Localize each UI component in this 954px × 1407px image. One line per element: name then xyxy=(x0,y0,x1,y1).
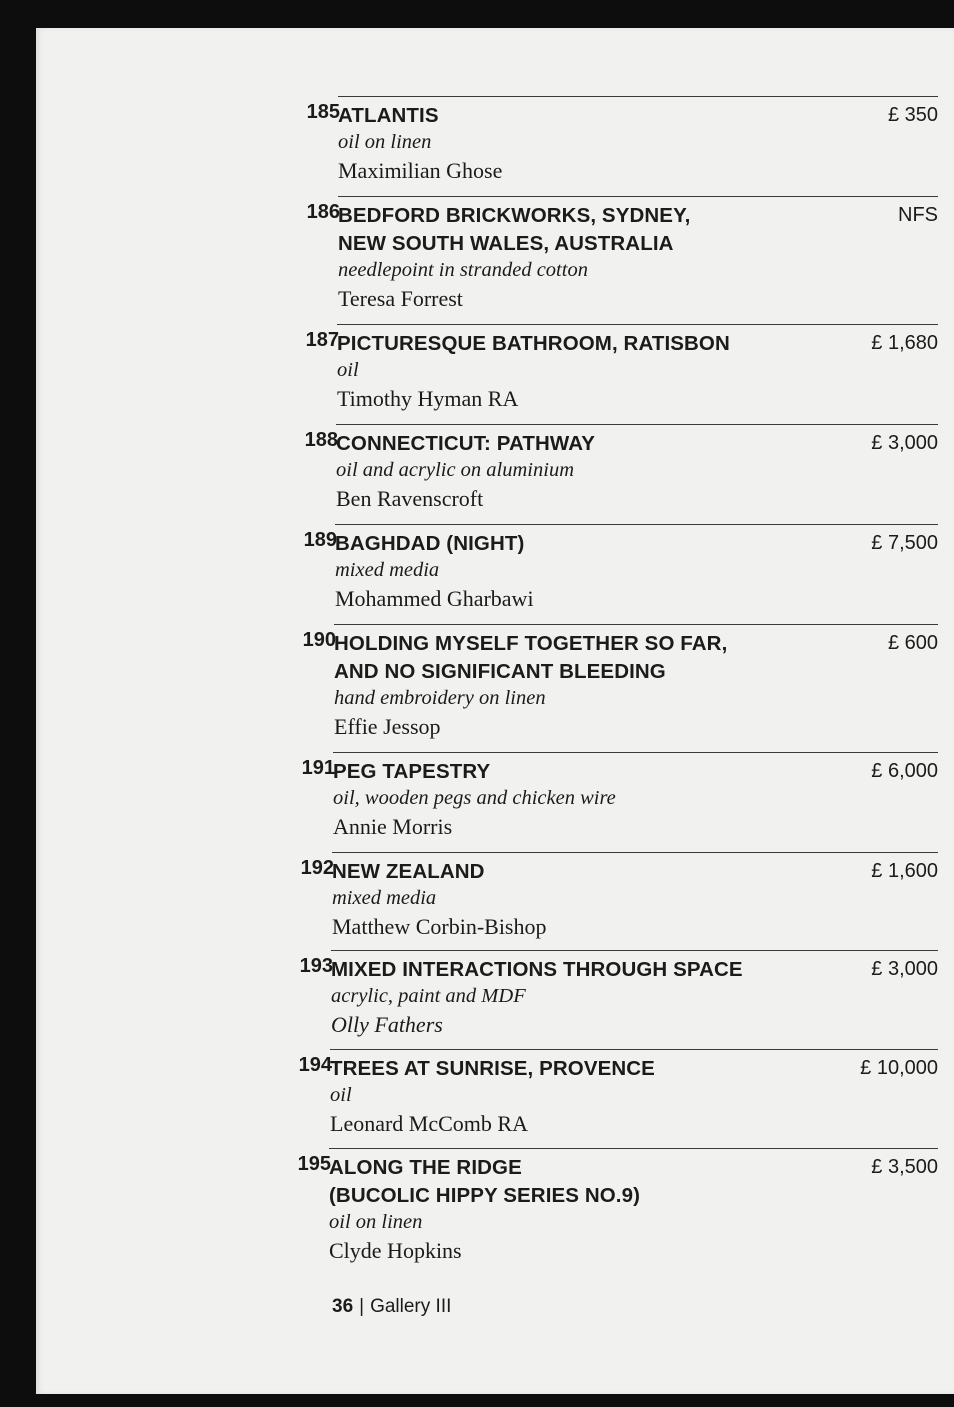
entry-artist: Effie Jessop xyxy=(334,714,441,739)
entry-medium: oil xyxy=(330,1084,352,1106)
entry-medium: oil on linen xyxy=(329,1211,423,1233)
entry-title-line-1: HOLDING MYSELF TOGETHER SO FAR, xyxy=(334,632,728,655)
entry-number: 194 xyxy=(298,1054,332,1076)
entry-number: 193 xyxy=(299,955,333,977)
entry-price: £ 10,000 xyxy=(860,1057,938,1079)
entry-number: 195 xyxy=(297,1153,331,1175)
entry-price: £ 600 xyxy=(887,632,938,654)
entry-number: 191 xyxy=(301,757,335,779)
entry-title: CONNECTICUT: PATHWAY xyxy=(336,432,596,455)
catalogue-entry xyxy=(298,1049,938,1136)
entry-number: 189 xyxy=(303,529,337,551)
entry-medium: oil xyxy=(337,359,359,381)
entry-artist: Matthew Corbin-Bishop xyxy=(332,914,547,939)
entry-title-line-2: (BUCOLIC HIPPY SERIES NO.9) xyxy=(329,1184,641,1207)
entry-title: PICTURESQUE BATHROOM, RATISBON xyxy=(337,332,730,355)
entry-medium: oil and acrylic on aluminium xyxy=(336,459,575,481)
entry-medium: acrylic, paint and MDF xyxy=(331,985,526,1007)
entry-price: NFS xyxy=(898,204,938,226)
catalogue-entry xyxy=(305,324,938,411)
entry-number: 185 xyxy=(306,101,340,123)
entry-artist: Annie Morris xyxy=(333,814,453,839)
entry-artist: Timothy Hyman RA xyxy=(337,386,519,411)
entry-artist: Mohammed Gharbawi xyxy=(335,586,534,611)
entry-number: 192 xyxy=(300,857,334,879)
page-number: 36 xyxy=(332,1296,354,1317)
entry-title: MIXED INTERACTIONS THROUGH SPACE xyxy=(331,958,743,981)
entry-price: £ 350 xyxy=(887,104,938,126)
entry-title: ATLANTIS xyxy=(338,104,439,127)
catalogue-entry xyxy=(306,196,938,311)
entry-artist: Clyde Hopkins xyxy=(329,1238,462,1263)
catalogue-entry xyxy=(301,752,938,839)
entry-title: BAGHDAD (NIGHT) xyxy=(335,532,525,555)
entry-number: 188 xyxy=(304,429,338,451)
entry-artist: Leonard McComb RA xyxy=(330,1111,528,1136)
entry-title-line-2: AND NO SIGNIFICANT BLEEDING xyxy=(334,660,666,683)
entry-title-line-2: NEW SOUTH WALES, AUSTRALIA xyxy=(338,232,674,255)
entry-medium: oil, wooden pegs and chicken wire xyxy=(333,787,616,809)
entry-price: £ 6,000 xyxy=(871,760,938,782)
catalogue-page xyxy=(36,28,954,1394)
entry-medium: oil on linen xyxy=(338,131,432,153)
entry-price: £ 1,600 xyxy=(871,860,938,882)
entry-title: TREES AT SUNRISE, PROVENCE xyxy=(330,1057,655,1080)
entry-artist: Ben Ravenscroft xyxy=(336,486,484,511)
entry-price: £ 1,680 xyxy=(871,332,938,354)
entry-number: 186 xyxy=(306,201,340,223)
page-footer xyxy=(332,1296,451,1318)
footer-separator: | xyxy=(359,1296,365,1317)
entry-number: 190 xyxy=(302,629,336,651)
entry-artist: Olly Fathers xyxy=(331,1012,443,1037)
entry-title-line-1: BEDFORD BRICKWORKS, SYDNEY, xyxy=(338,204,691,227)
catalogue-entry xyxy=(303,524,938,611)
entry-price: £ 7,500 xyxy=(871,532,938,554)
entry-medium: hand embroidery on linen xyxy=(334,687,546,709)
entry-title-line-1: ALONG THE RIDGE xyxy=(329,1156,522,1179)
entry-title: PEG TAPESTRY xyxy=(333,760,491,783)
entry-artist: Maximilian Ghose xyxy=(338,158,503,183)
catalogue-entry xyxy=(300,852,938,939)
entry-medium: mixed media xyxy=(335,559,440,581)
section-name: Gallery III xyxy=(370,1296,452,1317)
entry-price: £ 3,000 xyxy=(871,432,938,454)
entry-medium: mixed media xyxy=(332,887,437,909)
entry-title: NEW ZEALAND xyxy=(332,860,485,883)
entry-artist: Teresa Forrest xyxy=(338,286,463,311)
entry-price: £ 3,000 xyxy=(871,958,938,980)
entry-number: 187 xyxy=(305,329,339,351)
catalogue-entry xyxy=(304,424,938,511)
catalogue-entry xyxy=(297,1148,938,1263)
catalogue-entry xyxy=(299,950,938,1037)
entry-price: £ 3,500 xyxy=(871,1156,938,1178)
catalogue-entry xyxy=(306,96,938,183)
catalogue-entry xyxy=(302,624,938,739)
entry-medium: needlepoint in stranded cotton xyxy=(338,259,588,281)
